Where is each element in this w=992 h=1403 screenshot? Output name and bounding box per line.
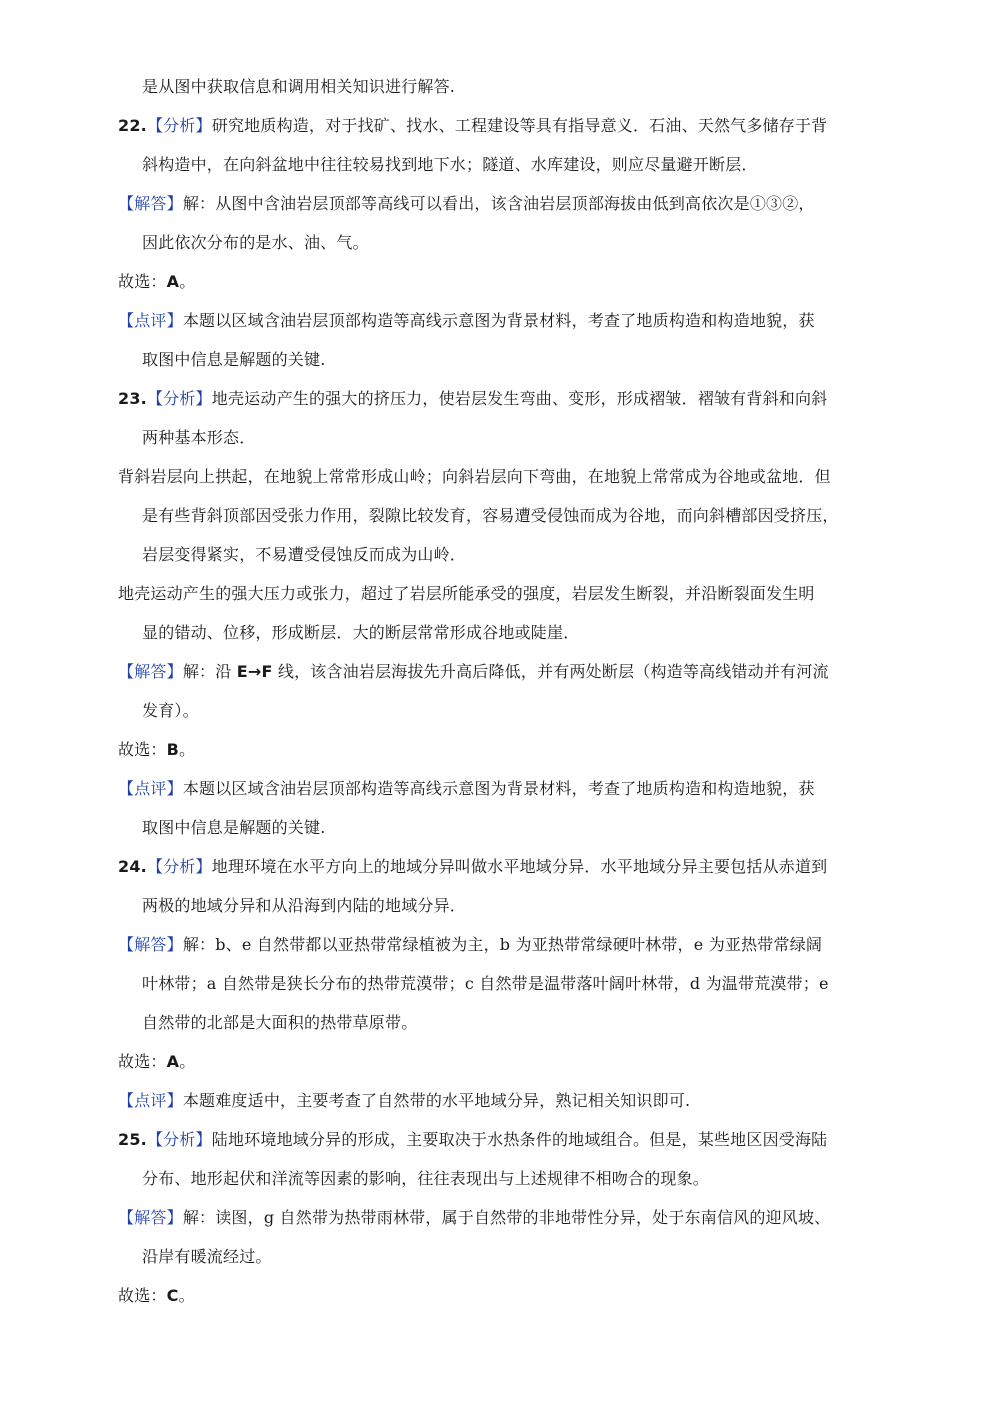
comment-tag: 【点评】 <box>118 779 183 798</box>
q25-analysis: 25.【分析】陆地环境地域分异的形成，主要取决于水热条件的地域组合。但是，某些地区因受海陆 <box>118 1130 828 1149</box>
q23-analysis-cont: 两种基本形态． <box>142 428 256 447</box>
q23-ef-label: E→F <box>236 662 273 681</box>
q24-number: 24. <box>118 857 147 876</box>
q25-number: 25. <box>118 1130 147 1149</box>
q23-paragraph-2-cont: 显的错动、位移，形成断层．大的断层常常形成谷地或陡崖． <box>142 623 580 642</box>
answer-tag: 【解答】 <box>118 1208 183 1227</box>
analysis-tag: 【分析】 <box>146 116 212 135</box>
answer-tag: 【解答】 <box>118 935 183 954</box>
q22-choice-letter: A <box>166 272 180 291</box>
analysis-tag: 【分析】 <box>146 389 212 408</box>
q23-choice: 故选：B。 <box>118 740 196 759</box>
q23-comment: 【点评】本题以区域含油岩层顶部构造等高线示意图为背景材料，考查了地质构造和构造地貌，获 <box>118 779 815 798</box>
q22-analysis: 22.【分析】研究地质构造，对于找矿、找水、工程建设等具有指导意义．石油、天然气多储存于背 <box>118 116 828 135</box>
q22-choice: 故选：A。 <box>118 272 196 291</box>
analysis-tag: 【分析】 <box>146 1130 212 1149</box>
answer-tag: 【解答】 <box>118 194 183 213</box>
q22-answer-cont: 因此依次分布的是水、油、气。 <box>142 233 369 252</box>
q22-analysis-cont: 斜构造中，在向斜盆地中往往较易找到地下水；隧道、水库建设，则应尽量避开断层． <box>142 155 758 174</box>
q25-choice-letter: C <box>166 1286 179 1305</box>
intro-line: 是从图中获取信息和调用相关知识进行解答. <box>142 77 456 96</box>
q25-analysis-cont: 分布、地形起伏和洋流等因素的影响，往往表现出与上述规律不相吻合的现象。 <box>142 1169 710 1188</box>
q24-analysis: 24.【分析】地理环境在水平方向上的地域分异叫做水平地域分异．水平地域分异主要包括从赤道到 <box>118 857 828 876</box>
q23-paragraph-1-cont: 是有些背斜顶部因受张力作用，裂隙比较发育，容易遭受侵蚀而成为谷地，而向斜槽部因受挤压， <box>142 506 839 525</box>
q23-analysis: 23.【分析】地壳运动产生的强大的挤压力，使岩层发生弯曲、变形，形成褶皱．褶皱有背斜和向斜 <box>118 389 828 408</box>
q23-paragraph-2: 地壳运动产生的强大压力或张力，超过了岩层所能承受的强度，岩层发生断裂，并沿断裂面发生明 <box>118 584 815 603</box>
q23-paragraph-1-cont2: 岩层变得紧实，不易遭受侵蚀反而成为山岭． <box>142 545 467 564</box>
analysis-tag: 【分析】 <box>146 857 212 876</box>
q24-choice-letter: A <box>166 1052 180 1071</box>
q23-paragraph-1: 背斜岩层向上拱起，在地貌上常常形成山岭；向斜岩层向下弯曲，在地貌上常常成为谷地或盆地．但 <box>118 467 831 486</box>
q23-choice-letter: B <box>166 740 180 759</box>
q24-analysis-cont: 两极的地域分异和从沿海到内陆的地域分异． <box>142 896 467 915</box>
answer-tag: 【解答】 <box>118 662 183 681</box>
q22-comment: 【点评】本题以区域含油岩层顶部构造等高线示意图为背景材料，考查了地质构造和构造地貌，获 <box>118 311 815 330</box>
q24-choice: 故选：A。 <box>118 1052 196 1071</box>
q22-comment-cont: 取图中信息是解题的关键. <box>142 350 326 369</box>
q23-answer-cont: 发育）。 <box>142 701 199 720</box>
q23-number: 23. <box>118 389 147 408</box>
q24-answer-cont: 叶林带；a 自然带是狭长分布的热带荒漠带；c 自然带是温带落叶阔叶林带，d 为温带荒漠带；e <box>142 974 829 993</box>
q24-answer: 【解答】解：b、e 自然带都以亚热带常绿植被为主，b 为亚热带常绿硬叶林带，e 为亚热带常绿阔 <box>118 935 823 954</box>
q23-answer: 【解答】解：沿 E→F 线，该含油岩层海拔先升高后降低，并有两处断层（构造等高线错动并有河流 <box>118 662 829 681</box>
comment-tag: 【点评】 <box>118 311 183 330</box>
q24-answer-cont2: 自然带的北部是大面积的热带草原带。 <box>142 1013 418 1032</box>
comment-tag: 【点评】 <box>118 1091 183 1110</box>
q24-comment: 【点评】本题难度适中，主要考查了自然带的水平地域分异，熟记相关知识即可. <box>118 1091 691 1110</box>
q25-answer-cont: 沿岸有暖流经过。 <box>142 1247 272 1266</box>
q22-number: 22. <box>118 116 147 135</box>
q22-answer: 【解答】解：从图中含油岩层顶部等高线可以看出，该含油岩层顶部海拔由低到高依次是①③②， <box>118 194 815 213</box>
q25-choice: 故选：C。 <box>118 1286 195 1305</box>
q23-comment-cont: 取图中信息是解题的关键. <box>142 818 326 837</box>
q25-answer: 【解答】解：读图，g 自然带为热带雨林带，属于自然带的非地带性分异，处于东南信风的迎风坡、 <box>118 1208 831 1227</box>
